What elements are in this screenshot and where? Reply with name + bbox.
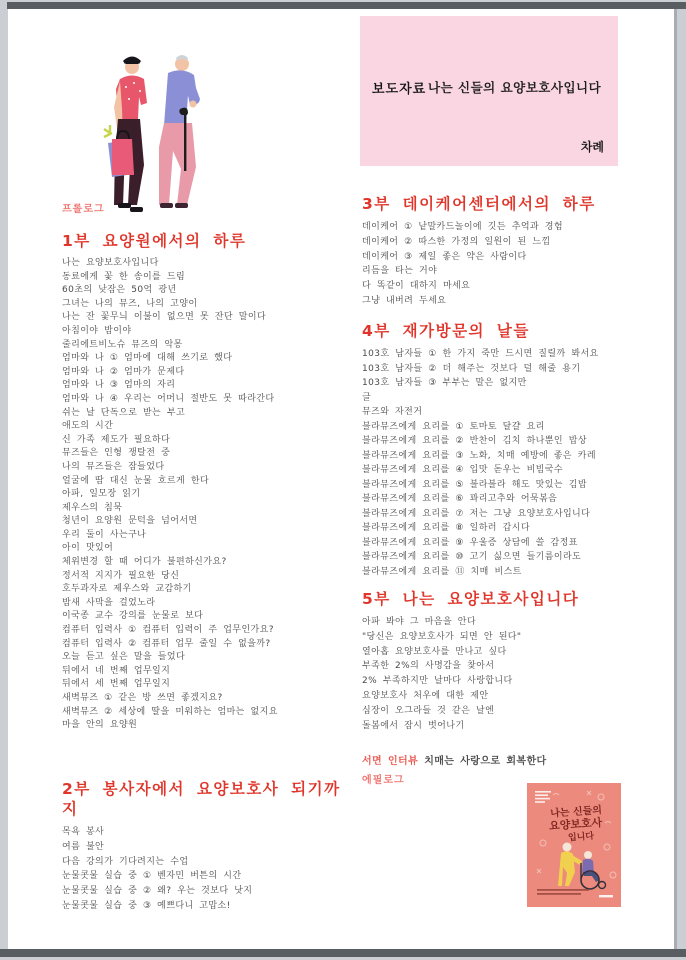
- toc-line: 우리 둘이 사는구나: [62, 529, 147, 540]
- press-label: 보도자료: [372, 82, 427, 97]
- toc-line: 새벽뮤즈 ② 세상에 딸을 미워하는 엄마는 없지요: [62, 706, 278, 717]
- toc-line: 엄마와 나 ④ 우리는 어머니 절반도 못 따라간다: [62, 393, 275, 404]
- toc-label: 차례: [580, 140, 604, 154]
- toc-line: 엄마와 나 ③ 엄마의 자리: [62, 380, 176, 391]
- toc-line: 컴퓨터 입력사 ① 컴퓨터 입력이 주 업무인가요?: [62, 625, 274, 636]
- toc-line: 밤새 사막을 걸었노라: [62, 597, 156, 608]
- toc-line: 데이케어 ① 낱말카드놀이에 깃든 추억과 경험: [362, 222, 563, 232]
- toc-line: 아파, 일모장 읽기: [62, 489, 141, 500]
- toc-line: 신 가족 제도가 필요하다: [62, 434, 171, 445]
- toc-line: 데이케어 ③ 제일 좋은 약은 사람이다: [362, 251, 527, 262]
- toc-line: 마을 안의 요양원: [62, 720, 138, 731]
- toc-line: 목욕 봉사: [62, 827, 105, 837]
- toc-line: 열아홉 요양보호사를 만나고 싶다: [362, 646, 507, 657]
- toc-line: 엄마와 나 ② 엄마가 문제다: [62, 366, 185, 377]
- toc-line: 청년이 요양원 문턱을 넘어서면: [62, 516, 198, 527]
- prologue-label: 프롤로그: [62, 204, 105, 215]
- part1-list: [62, 257, 278, 733]
- section-part5: [362, 589, 579, 733]
- toc-line: 블라뮤즈에게 요리를 ⑧ 일하러 갑시다: [362, 523, 530, 533]
- toc-line: 컴퓨터 입력사 ② 컴퓨터 업무 줄일 수 없을까?: [62, 638, 271, 649]
- toc-line: 나는 잔 꽃무늬 이불이 없으면 못 잔단 말이다: [62, 312, 267, 323]
- toc-footer: [362, 752, 662, 786]
- wheelchair-caregiver-book-cover: [527, 783, 621, 907]
- toc-line: 다음 강의가 기다려지는 수업: [62, 856, 189, 867]
- toc-line: 리듬을 타는 거야: [362, 266, 438, 277]
- toc-line: 103호 남자들 ② 더 해주는 것보다 덜 해줄 용기: [362, 363, 581, 374]
- toc-line: 블라뮤즈에게 요리를 ③ 노화, 치매 예방에 좋은 카레: [362, 450, 596, 461]
- toc-line: 2% 부족하지만 날마다 사랑합니다: [362, 676, 513, 687]
- toc-line: 뒤에서 세 번째 업무일지: [62, 679, 171, 690]
- two-elderly-shoppers-illustration: [96, 47, 228, 225]
- toc-line: 블라뮤즈에게 요리를 ⑨ 우울증 상담에 쓸 감정표: [362, 537, 578, 548]
- toc-line: 정서적 지지가 필요한 당신: [62, 570, 180, 581]
- toc-line: 새벽뮤즈 ① 같은 방 쓰면 좋겠지요?: [62, 693, 223, 703]
- cover-title-line3: 입니다: [567, 831, 595, 844]
- toc-line: 103호 남자들 ③ 부부는 말은 없지만: [362, 378, 527, 388]
- section-part1: [62, 231, 278, 733]
- epilogue-label: 에필로그: [362, 775, 405, 786]
- interview-line: [362, 752, 662, 767]
- toc-line: 돌봄에서 잠시 벗어나기: [362, 720, 465, 731]
- toc-line: 블라뮤즈에게 요리를 ⑥ 꽈리고추와 어묵볶음: [362, 494, 558, 504]
- part5-heading: 5부 나는 요양보호사입니다: [362, 590, 580, 608]
- toc-line: 아침이야 밤이야: [62, 325, 132, 336]
- part2-list: [62, 825, 352, 914]
- toc-line: 아이 맛있어: [62, 543, 114, 554]
- scan-frame-bottom-bar: [0, 949, 686, 957]
- section-part2: [62, 779, 352, 914]
- toc-line: 나는 요양보호사입니다: [62, 258, 159, 268]
- part3-heading: 3부 데이케어센터에서의 하루: [362, 195, 596, 213]
- toc-line: 이국종 교수 강의를 눈물로 보다: [62, 611, 204, 622]
- toc-line: "당신은 요양보호사가 되면 안 된다": [362, 631, 522, 642]
- toc-line: 쉬는 날 단독으로 받는 부고: [62, 407, 186, 418]
- toc-line: 데이케어 ② 따스한 가정의 일원이 된 느낌: [362, 236, 551, 247]
- toc-line: 체위변경 할 때 어디가 불편하신가요?: [62, 557, 227, 568]
- toc-line: 여름 불안: [62, 841, 105, 852]
- interview-title: 치매는 사랑으로 회복한다: [424, 756, 547, 767]
- interview-label: 서면 인터뷰: [362, 756, 419, 767]
- toc-line: 아파 봐야 그 마음을 안다: [362, 617, 476, 627]
- toc-line: 60초의 낮잠은 50억 광년: [62, 285, 177, 296]
- toc-line: 뮤즈와 자전거: [362, 407, 423, 417]
- toc-line: 103호 남자들 ① 한 가지 죽만 드시면 질릴까 봐서요: [362, 349, 599, 359]
- press-header-box: [360, 16, 618, 166]
- toc-line: 블라뮤즈에게 요리를 ⑪ 치매 비스트: [362, 566, 522, 577]
- toc-line: 뒤에서 네 번째 업무일지: [62, 665, 171, 676]
- toc-line: 글: [362, 392, 372, 403]
- cover-title-line1: 나는 신들의: [549, 805, 603, 820]
- book-title: 나는 신들의 요양보호사입니다: [428, 80, 602, 95]
- toc-line: 부족한 2%의 사명감을 찾아서: [362, 661, 495, 672]
- toc-line: 뮤즈들은 인형 쟁탈전 중: [62, 448, 171, 459]
- toc-line: 블라뮤즈에게 요리를 ⑤ 블라블라 해도 맛있는 김밥: [362, 479, 587, 490]
- toc-line: 얼굴에 땀 대신 눈물 흐르게 한다: [62, 475, 210, 486]
- toc-line: 눈물콧물 실습 중 ③ 예쁘다니 고맙소!: [62, 900, 231, 911]
- toc-line: 블라뮤즈에게 요리를 ④ 입맛 돋우는 비빔국수: [362, 465, 563, 475]
- part1-heading: 1부 요양원에서의 하루: [62, 232, 247, 250]
- toc-line: 호두과자로 제우스와 교감하기: [62, 584, 192, 595]
- toc-line: 제우스의 침묵: [62, 502, 123, 513]
- toc-line: 그녀는 나의 뮤즈, 나의 고양이: [62, 298, 198, 309]
- section-part4: [362, 321, 599, 579]
- cover-title-line2: 요양보호사: [548, 816, 603, 833]
- part4-list: [362, 347, 599, 579]
- toc-line: 블라뮤즈에게 요리를 ① 토마토 달걀 요리: [362, 421, 545, 432]
- toc-line: 줄리에트비노슈 뮤즈의 악몽: [62, 339, 183, 350]
- part4-heading: 4부 재가방문의 날들: [362, 322, 530, 340]
- part5-list: [362, 615, 579, 733]
- section-part3: [362, 194, 596, 309]
- part3-list: [362, 220, 596, 309]
- toc-line: 블라뮤즈에게 요리를 ⑦ 저는 그냥 요양보호사입니다: [362, 508, 591, 519]
- toc-line: 그냥 내버려 두세요: [362, 295, 447, 306]
- toc-line: 심장이 오그라들 것 같은 날엔: [362, 705, 495, 716]
- toc-line: 동료에게 꽃 한 송이를 드림: [62, 271, 186, 282]
- toc-line: 오늘 듣고 싶은 말을 들었다: [62, 652, 186, 663]
- toc-line: 눈물콧물 실습 중 ② 왜? 우는 것보다 낫지: [62, 886, 253, 897]
- toc-line: 나의 뮤즈들은 잠들었다: [62, 461, 165, 472]
- toc-line: 블라뮤즈에게 요리를 ⑩ 고기 싫으면 들기름이라도: [362, 552, 582, 562]
- toc-line: 블라뮤즈에게 요리를 ② 반찬이 김치 하나뿐인 밥상: [362, 436, 587, 446]
- toc-line: 눈물콧물 실습 중 ① 벤자민 버튼의 시간: [62, 871, 242, 882]
- part2-heading: 2부 봉사자에서 요양보호사 되기까지: [62, 780, 341, 818]
- toc-line: 애도의 시간: [62, 421, 114, 432]
- toc-line: 다 똑같이 대하지 마세요: [362, 281, 471, 292]
- scan-frame-top-bar: [7, 2, 686, 9]
- toc-line: 엄마와 나 ① 엄마에 대해 쓰기로 했다: [62, 353, 233, 364]
- press-release-page: [8, 9, 677, 949]
- toc-line: 요양보호사 처우에 대한 제안: [362, 690, 489, 701]
